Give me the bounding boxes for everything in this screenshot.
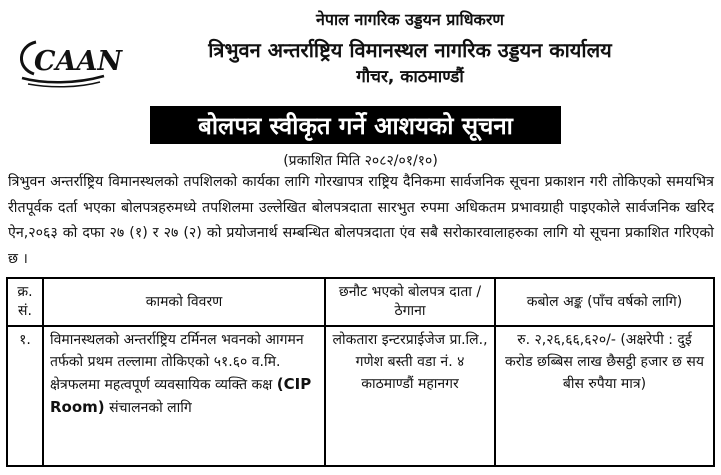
row-sn: १. (7, 326, 43, 466)
header-bidder: छनौट भएको बोलपत्र दाता / ठेगाना (325, 278, 495, 326)
row-work (43, 326, 325, 466)
row-amount: रु. २,२६,६६,६२०/- (अक्षरेपी : दुई करोड छब्बिस लाख छैसट्ठी हजार छ सय बीस रुपैया मात्र) (495, 326, 714, 466)
header-amount: कबोल अङ्क (पाँच वर्षको लागि) (495, 278, 714, 326)
notice-title-text: बोलपत्र स्वीकृत गर्ने आशयको सूचना (198, 111, 513, 140)
office-address: गौचर, काठमाण्डौं (356, 67, 464, 87)
table-row (7, 326, 714, 466)
row-work-text: विमानस्थलको अन्तर्राष्ट्रिय टर्मिनल भवनको आगमन तर्फको प्रथम तल्लामा तोकिएको ५१.६० व.मि. क्षेत्रफलमा महत्वपूर्ण व्यवसायिक व्यक्ति कक्ष (50, 332, 304, 393)
header-sn: क्र. सं. (7, 278, 43, 326)
table-header-row (7, 278, 714, 326)
bid-table (6, 277, 715, 467)
published-date: (प्रकाशित मिति २०८२/०१/१०) (283, 153, 438, 169)
row-work-tail: संचालनको लागि (109, 400, 192, 416)
row-bidder: लोकतारा इन्टरप्राईजेज प्रा.लि., गणेश बस्ती वडा नं. ४ काठमाण्डौं महानगर (325, 326, 495, 466)
office-name: त्रिभुवन अन्तर्राष्ट्रिय विमानस्थल नागरिक उड्डयन कार्यालय (208, 38, 612, 62)
row-work-highlight: (CIP Room) (50, 375, 312, 416)
caan-logo-icon (14, 28, 123, 90)
header-work: कामको विवरण (43, 278, 325, 326)
org-name: नेपाल नागरिक उड्डयन प्राधिकरण (316, 10, 504, 29)
logo-text: CAAN (34, 46, 123, 77)
notice-body: त्रिभुवन अन्तर्राष्ट्रिय विमानस्थलको तपशिलको कार्यका लागि गोरखापत्र राष्ट्रिय दैनिकमा सार्वजनिक सूचना प्रकाशन गरी तोकिएको समयभित्र रीतपूर्वक दर्ता भएका बोलपत्रहरुमध्ये तपशिलमा उल्लेखित बोलपत्रदाता सारभुत रुपमा अधिकतम प्रभावग्राही पाइएकोले सार्वजनिक खरिद ऐन,२०६३ को दफा २७ (१) र २७ (२) को प्रयोजनार्थ सम्बन्धित बोलपत्रदाता एंव सबै सरोकारवालाहरुका लागि यो सूचना प्रकाशित गरिएको छ । (8, 174, 714, 267)
notice-title (150, 106, 561, 144)
